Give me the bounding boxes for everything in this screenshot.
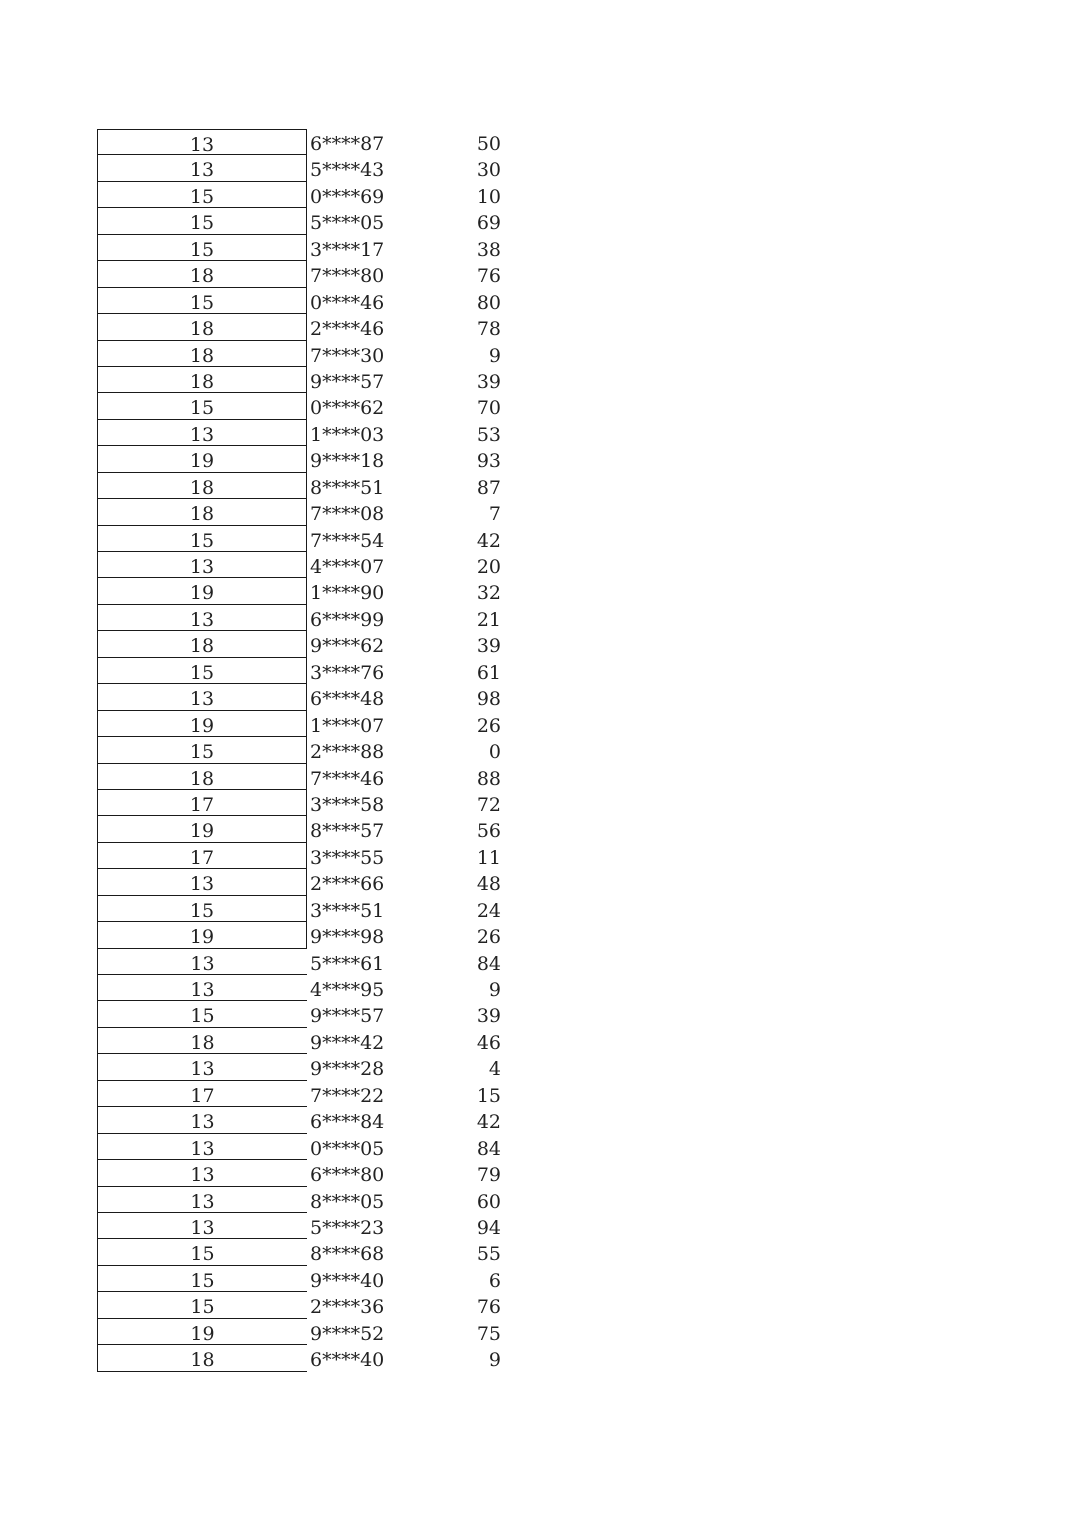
cell-masked-number[interactable]: 2****66 (310, 873, 385, 896)
table-row (97, 1266, 517, 1292)
table-row (97, 975, 517, 1001)
table-row (97, 446, 517, 472)
cell-prefix[interactable]: 13 (97, 129, 307, 155)
cell-value[interactable]: 26 (476, 714, 501, 737)
cell-value[interactable]: 84 (476, 952, 501, 975)
cell-value[interactable]: 79 (476, 1164, 501, 1187)
table-row (97, 235, 517, 261)
cell-value[interactable]: 61 (476, 661, 501, 684)
cell-prefix[interactable]: 17 (97, 843, 307, 869)
cell-masked-number[interactable]: 3****51 (310, 899, 385, 922)
table-row (97, 1319, 517, 1345)
cell-masked-number[interactable]: 9****42 (310, 1031, 385, 1054)
cell-value[interactable]: 32 (476, 582, 501, 605)
cell-value[interactable]: 55 (476, 1243, 501, 1266)
cell-value[interactable]: 76 (476, 1296, 501, 1319)
cell-masked-number[interactable]: 8****57 (310, 820, 385, 843)
cell-prefix[interactable]: 19 (97, 922, 307, 948)
cell-value[interactable]: 78 (476, 318, 501, 341)
table-row (97, 473, 517, 499)
cell-prefix[interactable]: 19 (97, 1319, 307, 1345)
cell-prefix[interactable]: 18 (97, 341, 307, 367)
cell-value[interactable]: 15 (476, 1084, 501, 1107)
cell-value[interactable]: 75 (476, 1322, 501, 1345)
cell-prefix[interactable]: 15 (97, 235, 307, 261)
cell-masked-number[interactable]: 7****30 (310, 344, 385, 367)
cell-masked-number[interactable]: 5****05 (310, 212, 385, 235)
cell-masked-number[interactable]: 9****40 (310, 1269, 385, 1292)
table-row (97, 1160, 517, 1186)
cell-masked-number[interactable]: 5****23 (310, 1216, 385, 1239)
cell-prefix[interactable]: 15 (97, 896, 307, 922)
cell-value[interactable]: 0 (488, 741, 501, 764)
table-row (97, 1292, 517, 1318)
cell-value[interactable]: 4 (488, 1058, 501, 1081)
cell-masked-number[interactable]: 3****17 (310, 238, 385, 261)
cell-masked-number[interactable]: 8****05 (310, 1190, 385, 1213)
spreadsheet-table (97, 129, 517, 1372)
cell-masked-number[interactable]: 9****18 (310, 450, 385, 473)
cell-prefix[interactable]: 19 (97, 711, 307, 737)
cell-masked-number[interactable]: 6****48 (310, 688, 385, 711)
table-row (97, 1134, 517, 1160)
table-row (97, 393, 517, 419)
cell-masked-number[interactable]: 2****88 (310, 741, 385, 764)
cell-prefix[interactable]: 13 (97, 552, 307, 578)
table-row (97, 578, 517, 604)
cell-prefix[interactable]: 15 (97, 658, 307, 684)
cell-masked-number[interactable]: 2****46 (310, 318, 385, 341)
cell-prefix[interactable]: 15 (97, 182, 307, 208)
cell-masked-number[interactable]: 2****36 (310, 1296, 385, 1319)
table-row (97, 1345, 517, 1371)
cell-masked-number[interactable]: 0****05 (310, 1137, 385, 1160)
cell-masked-number[interactable]: 4****07 (310, 556, 385, 578)
table-row (97, 684, 517, 710)
cell-masked-number[interactable]: 0****69 (310, 185, 385, 208)
cell-value[interactable]: 38 (476, 238, 501, 261)
cell-masked-number[interactable]: 7****22 (310, 1084, 385, 1107)
table-row (97, 843, 517, 869)
table-row (97, 631, 517, 657)
cell-prefix[interactable]: 15 (97, 393, 307, 419)
cell-prefix[interactable]: 17 (97, 790, 307, 816)
table-row (97, 420, 517, 446)
cell-masked-number[interactable]: 8****68 (310, 1243, 385, 1266)
cell-value[interactable]: 9 (488, 1349, 501, 1372)
cell-masked-number[interactable]: 3****58 (310, 793, 385, 816)
table-row (97, 869, 517, 895)
table-row (97, 499, 517, 525)
cell-prefix[interactable]: 13 (97, 1054, 307, 1080)
cell-value[interactable]: 76 (476, 265, 501, 288)
cell-masked-number[interactable]: 0****46 (310, 291, 385, 314)
table-row (97, 367, 517, 393)
cell-value[interactable]: 6 (488, 1269, 501, 1292)
table-row (97, 208, 517, 234)
table-row (97, 526, 517, 552)
cell-prefix[interactable]: 15 (97, 1001, 307, 1027)
cell-prefix[interactable]: 19 (97, 816, 307, 842)
table-row (97, 314, 517, 340)
cell-masked-number[interactable]: 6****99 (310, 608, 385, 631)
table-row (97, 949, 517, 975)
cell-value[interactable]: 11 (476, 846, 501, 869)
cell-value[interactable]: 93 (476, 450, 501, 473)
cell-value[interactable]: 69 (476, 212, 501, 235)
cell-value[interactable]: 98 (476, 688, 501, 711)
cell-prefix[interactable]: 18 (97, 1028, 307, 1054)
cell-prefix[interactable]: 17 (97, 1081, 307, 1107)
cell-value[interactable]: 20 (476, 556, 501, 578)
cell-value[interactable]: 87 (476, 476, 501, 499)
cell-value[interactable]: 60 (476, 1190, 501, 1213)
table-row (97, 1001, 517, 1027)
cell-prefix[interactable]: 13 (97, 1213, 307, 1239)
table-row (97, 658, 517, 684)
cell-masked-number[interactable]: 5****43 (310, 159, 385, 182)
cell-prefix[interactable]: 13 (97, 684, 307, 710)
cell-value[interactable]: 53 (476, 423, 501, 446)
table-row (97, 605, 517, 631)
cell-masked-number[interactable]: 9****62 (310, 635, 385, 658)
cell-prefix[interactable]: 13 (97, 1107, 307, 1133)
cell-value[interactable]: 72 (476, 793, 501, 816)
cell-prefix[interactable]: 18 (97, 367, 307, 393)
cell-prefix[interactable]: 15 (97, 1266, 307, 1292)
cell-masked-number[interactable]: 1****90 (310, 582, 385, 605)
cell-value[interactable]: 10 (476, 185, 501, 208)
cell-prefix[interactable]: 15 (97, 1239, 307, 1265)
cell-value[interactable]: 39 (476, 635, 501, 658)
table-row (97, 155, 517, 181)
table-row (97, 182, 517, 208)
cell-value[interactable]: 50 (476, 133, 501, 155)
cell-value[interactable]: 70 (476, 397, 501, 420)
cell-masked-number[interactable]: 0****62 (310, 397, 385, 420)
table-row (97, 816, 517, 842)
cell-prefix[interactable]: 15 (97, 737, 307, 763)
cell-masked-number[interactable]: 4****95 (310, 979, 385, 1001)
cell-value[interactable]: 39 (476, 370, 501, 393)
table-row (97, 1054, 517, 1080)
cell-prefix[interactable]: 13 (97, 975, 307, 1001)
cell-value[interactable]: 84 (476, 1137, 501, 1160)
table-row (97, 1187, 517, 1213)
cell-value[interactable]: 46 (476, 1031, 501, 1054)
table-row (97, 737, 517, 763)
table-row (97, 1213, 517, 1239)
table-row (97, 1239, 517, 1265)
cell-value[interactable]: 88 (476, 767, 501, 790)
table-row (97, 764, 517, 790)
cell-masked-number[interactable]: 9****52 (310, 1322, 385, 1345)
table-row (97, 552, 517, 578)
cell-masked-number[interactable]: 3****76 (310, 661, 385, 684)
cell-prefix[interactable]: 13 (97, 155, 307, 181)
cell-prefix[interactable]: 15 (97, 1292, 307, 1318)
cell-masked-number[interactable]: 6****87 (310, 133, 385, 155)
cell-value[interactable]: 24 (476, 899, 501, 922)
cell-masked-number[interactable]: 9****57 (310, 1005, 385, 1028)
cell-prefix[interactable]: 18 (97, 1345, 307, 1371)
cell-value[interactable]: 48 (476, 873, 501, 896)
cell-prefix[interactable]: 15 (97, 526, 307, 552)
cell-masked-number[interactable]: 7****54 (310, 529, 385, 552)
cell-value[interactable]: 39 (476, 1005, 501, 1028)
cell-masked-number[interactable]: 1****07 (310, 714, 385, 737)
cell-prefix[interactable]: 13 (97, 1134, 307, 1160)
cell-prefix[interactable]: 18 (97, 764, 307, 790)
cell-prefix[interactable]: 19 (97, 578, 307, 604)
cell-masked-number[interactable]: 5****61 (310, 952, 385, 975)
table-row (97, 1107, 517, 1133)
cell-prefix[interactable]: 13 (97, 420, 307, 446)
cell-masked-number[interactable]: 1****03 (310, 423, 385, 446)
cell-prefix[interactable]: 13 (97, 1187, 307, 1213)
table-row (97, 922, 517, 948)
cell-masked-number[interactable]: 6****84 (310, 1111, 385, 1134)
table-row (97, 341, 517, 367)
cell-value[interactable]: 80 (476, 291, 501, 314)
cell-prefix[interactable]: 18 (97, 314, 307, 340)
cell-masked-number[interactable]: 6****80 (310, 1164, 385, 1187)
cell-prefix[interactable]: 13 (97, 1160, 307, 1186)
table-row (97, 1081, 517, 1107)
cell-prefix[interactable]: 13 (97, 869, 307, 895)
cell-prefix[interactable]: 13 (97, 949, 307, 975)
cell-value[interactable]: 7 (488, 503, 501, 526)
cell-value[interactable]: 94 (476, 1216, 501, 1239)
cell-value[interactable]: 42 (476, 1111, 501, 1134)
cell-prefix[interactable]: 18 (97, 631, 307, 657)
cell-value[interactable]: 9 (488, 344, 501, 367)
cell-masked-number[interactable]: 9****98 (310, 926, 385, 949)
cell-value[interactable]: 21 (476, 608, 501, 631)
cell-prefix[interactable]: 18 (97, 473, 307, 499)
cell-masked-number[interactable]: 3****55 (310, 846, 385, 869)
cell-prefix[interactable]: 15 (97, 288, 307, 314)
cell-masked-number[interactable]: 8****51 (310, 476, 385, 499)
table-row (97, 261, 517, 287)
table-row (97, 129, 517, 155)
table-row (97, 1028, 517, 1054)
cell-value[interactable]: 26 (476, 926, 501, 949)
table-row (97, 790, 517, 816)
cell-masked-number[interactable]: 9****28 (310, 1058, 385, 1081)
table-row (97, 896, 517, 922)
cell-prefix[interactable]: 15 (97, 208, 307, 234)
cell-value[interactable]: 42 (476, 529, 501, 552)
cell-prefix[interactable]: 18 (97, 261, 307, 287)
cell-masked-number[interactable]: 7****08 (310, 503, 385, 526)
cell-prefix[interactable]: 13 (97, 605, 307, 631)
table-row (97, 711, 517, 737)
cell-masked-number[interactable]: 9****57 (310, 370, 385, 393)
cell-masked-number[interactable]: 7****80 (310, 265, 385, 288)
cell-value[interactable]: 56 (476, 820, 501, 843)
cell-value[interactable]: 9 (488, 979, 501, 1001)
cell-value[interactable]: 30 (476, 159, 501, 182)
cell-masked-number[interactable]: 7****46 (310, 767, 385, 790)
cell-prefix[interactable]: 18 (97, 499, 307, 525)
cell-prefix[interactable]: 19 (97, 446, 307, 472)
table-row (97, 288, 517, 314)
cell-masked-number[interactable]: 6****40 (310, 1349, 385, 1372)
